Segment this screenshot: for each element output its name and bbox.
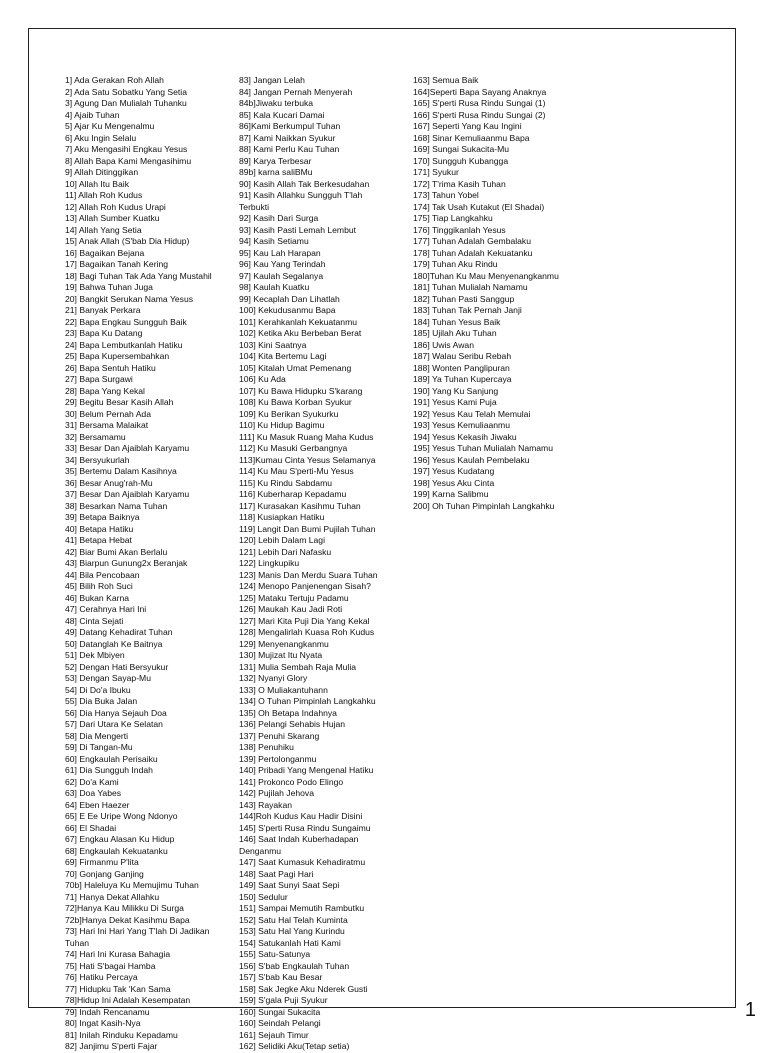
song-list-item: 185] Ujilah Aku Tuhan (413, 328, 497, 338)
song-list-item: 71] Hanya Dekat Allahku (65, 891, 160, 902)
song-list-item: 91] Kasih Allahku Sungguh T'lah (239, 190, 363, 200)
song-list-item: 46] Bukan Karna (65, 592, 130, 603)
song-list-item: 199] Karna Salibmu (413, 489, 489, 499)
song-list-item: 89b] karna saliBMu (239, 167, 313, 177)
song-list-item: 119] Langit Dan Bumi Pujilah Tuhan (239, 523, 376, 534)
song-list-item: 87] Kami Naikkan Syukur (239, 132, 336, 143)
song-list-column-1 (65, 75, 212, 1053)
song-list-item: 31] Bersama Malaikat (65, 420, 149, 430)
song-list-item: 157] S'bab Kau Besar (239, 972, 323, 982)
song-list-item: 110] Ku Hidup Bagimu (239, 420, 325, 430)
song-list-item: Denganmu (239, 845, 282, 856)
song-list-item: 42] Biar Bumi Akan Berlalu (65, 546, 168, 557)
song-list-item: 74] Hari Ini Kurasa Bahagia (65, 949, 171, 959)
song-list-item: 160] Seindah Pelangi (239, 1018, 321, 1028)
song-list-item: 48] Cinta Sejati (65, 615, 124, 626)
song-list-item: 183] Tuhan Tak Pernah Janji (413, 305, 522, 315)
song-list-item: 16] Bagaikan Bejana (65, 247, 145, 258)
song-list-item: 22] Bapa Engkau Sungguh Baik (65, 316, 187, 327)
song-list-item: 161] Sejauh Timur (239, 1029, 309, 1040)
song-list-item: 64] Eben Haezer (65, 799, 130, 810)
song-list-item: 32] Bersamamu (65, 431, 126, 442)
song-list-item: 57] Dari Utara Ke Selatan (65, 719, 163, 729)
song-list-item: 115] Ku Rindu Sabdamu (239, 477, 333, 488)
song-list-item: 163] Semua Baik (413, 75, 479, 85)
song-list-item: 107] Ku Bawa Hidupku S'karang (239, 385, 363, 396)
song-list-item: 36] Besar Anug'rah-Mu (65, 477, 153, 488)
song-list-item: 165] S'perti Rusa Rindu Sungai (1) (413, 98, 546, 108)
song-list-item: 40] Betapa Hatiku (65, 523, 134, 534)
song-list-item: 99] Kecaplah Dan Lihatlah (239, 293, 340, 304)
song-list-item: 83] Jangan Lelah (239, 75, 305, 85)
song-list-item: 11] Allah Roh Kudus (65, 190, 143, 200)
song-list-item: 38] Besarkan Nama Tuhan (65, 500, 168, 511)
song-list-item: 27] Bapa Surgawi (65, 374, 133, 384)
song-list-column-3 (413, 75, 559, 512)
song-list-item: 169] Sungai Sukacita-Mu (413, 144, 510, 154)
song-list-item: 2] Ada Satu Sobatku Yang Setia (65, 86, 187, 97)
song-list-item: 142] Pujilah Jehova (239, 788, 315, 798)
song-list-item: 179] Tuhan Aku Rindu (413, 259, 498, 269)
song-list-item: 97] Kaulah Segalanya (239, 270, 324, 281)
song-list-item: 122] Lingkupiku (239, 558, 300, 568)
song-list-item: 154] Satukanlah Hati Kami (239, 937, 341, 948)
song-list-item: 147] Saat Kumasuk Kehadiratmu (239, 857, 366, 867)
song-list-item: 174] Tak Usah Kutakut (El Shadai) (413, 201, 545, 212)
song-list-item: 189] Ya Tuhan Kupercaya (413, 374, 512, 384)
song-list-item: 182] Tuhan Pasti Sanggup (413, 293, 515, 304)
song-list-item: 66] El Shadai (65, 822, 117, 833)
song-list-item: 89] Karya Terbesar (239, 155, 312, 166)
song-list-item: 130] Mujizat Itu Nyata (239, 650, 323, 660)
song-list-item: 197] Yesus Kudatang (413, 466, 495, 476)
song-list-item: 120] Lebih Dalam Lagi (239, 535, 325, 545)
song-list-item: 58] Dia Mengerti (65, 730, 129, 741)
song-list-item: 127] Mari Kita Puji Dia Yang Kekal (239, 615, 370, 626)
song-list-item: 28] Bapa Yang Kekal (65, 385, 145, 396)
song-list-item: 94] Kasih Setiamu (239, 236, 309, 246)
song-list-item: 118] Kusiapkan Hatiku (239, 512, 325, 522)
song-list-item: 139] Pertolonganmu (239, 753, 317, 764)
song-list-item: 131] Mulia Sembah Raja Mulia (239, 661, 357, 672)
song-list-item: 52] Dengan Hati Bersyukur (65, 661, 169, 672)
song-list-item: 125] Mataku Tertuju Padamu (239, 592, 349, 603)
song-list-item: 37] Besar Dan Ajaiblah Karyamu (65, 489, 190, 499)
song-list-item: 15] Anak Allah (S'bab Dia Hidup) (65, 236, 190, 246)
song-list-item: 178] Tuhan Adalah Kekuatanku (413, 247, 533, 258)
song-list-item: 151] Sampai Memutih Rambutku (239, 903, 365, 913)
song-list-item: 26] Bapa Sentuh Hatiku (65, 362, 156, 373)
song-list-item: 77] Hidupku Tak 'Kan Sama (65, 983, 171, 994)
song-list-item: 112] Ku Masuki Gerbangnya (239, 443, 348, 453)
song-list-item: 145] S'perti Rusa Rindu Sungaimu (239, 822, 371, 833)
song-list-item: 76] Hatiku Percaya (65, 972, 138, 982)
song-list-item: 113]Kumau Cinta Yesus Selamanya (239, 454, 376, 465)
song-list-item: 5] Ajar Ku Mengenalmu (65, 121, 155, 131)
song-list-item: 177] Tuhan Adalah Gembalaku (413, 236, 532, 246)
song-list-item: 137] Penuhi Skarang (239, 730, 320, 741)
song-list-item: 69] Firmanmu P'lita (65, 857, 139, 867)
song-list-item: 1] Ada Gerakan Roh Allah (65, 75, 164, 85)
song-list-item: 54] Di Do'a Ibuku (65, 684, 131, 695)
song-list-item: 133] O Muliakantuhann (239, 684, 328, 695)
song-list-item: 155] Satu-Satunya (239, 949, 311, 959)
song-list-item: 53] Dengan Sayap-Mu (65, 673, 151, 683)
song-list-item: 116] Kuberharap Kepadamu (239, 489, 347, 499)
song-list-item: 63] Doa Yabes (65, 788, 122, 798)
song-list-item: 195] Yesus Tuhan Mulialah Namamu (413, 443, 553, 453)
song-list-item: 141] Prokonco Podo Elingo (239, 776, 344, 787)
song-list-item: 128] Mengalirlah Kuasa Roh Kudus (239, 627, 375, 637)
song-list-item: 95] Kau Lah Harapan (239, 247, 321, 258)
song-list-item: 192] Yesus Kau Telah Memulai (413, 408, 531, 419)
song-list-item: 34] Bersyukurlah (65, 454, 130, 465)
song-list-item: 104] Kita Bertemu Lagi (239, 351, 327, 361)
song-list-item: 167] Seperti Yang Kau Ingini (413, 121, 522, 131)
song-list-item: 98] Kaulah Kuatku (239, 282, 310, 292)
song-list-item: 6] Aku Ingin Selalu (65, 132, 137, 143)
song-list-item: 105] Kitalah Umat Pemenang (239, 362, 352, 373)
song-list-item: 51] Dek Mbiyen (65, 650, 125, 660)
song-list-item: 180]Tuhan Ku Mau Menyenangkanmu (413, 270, 559, 281)
song-list-item: 70] Gonjang Ganjing (65, 868, 144, 879)
song-list-item: 44] Bila Pencobaan (65, 569, 140, 580)
song-list-item: 198] Yesus Aku Cinta (413, 477, 495, 488)
song-list-item: 168] Sinar Kemuliaanmu Bapa (413, 132, 530, 143)
song-list-item: 170] Sungguh Kubangga (413, 155, 509, 166)
song-list-item: 153] Satu Hal Yang Kurindu (239, 926, 345, 936)
song-list-item: 124] Menopo Panjenengan Sisah? (239, 581, 371, 591)
song-list-item: 72]Hanya Kau Milikku Di Surga (65, 903, 184, 913)
song-list-item: 196] Yesus Kaulah Pembelaku (413, 454, 530, 465)
song-list-item: 45] Bilih Roh Suci (65, 581, 133, 591)
song-list-item: 190] Yang Ku Sanjung (413, 385, 499, 396)
song-list-item: 12] Allah Roh Kudus Urapi (65, 201, 166, 212)
song-list-item: 41] Betapa Hebat (65, 535, 132, 545)
song-list-item: 100] Kekudusanmu Bapa (239, 305, 336, 315)
song-list-item: 121] Lebih Dari Nafasku (239, 546, 332, 557)
song-list-item: 146] Saat Indah Kuberhadapan (239, 834, 359, 844)
song-list-item: 55] Dia Buka Jalan (65, 696, 138, 706)
song-list-item: 78]Hidup Ini Adalah Kesempatan (65, 995, 191, 1005)
song-list-item: 132] Nyanyi Glory (239, 673, 308, 683)
song-list-item: 19] Bahwa Tuhan Juga (65, 282, 153, 292)
song-list-item: 17] Bagaikan Tanah Kering (65, 259, 169, 269)
song-list-item: 7] Aku Mengasihi Engkau Yesus (65, 144, 188, 154)
song-list-item: 117] Kurasakan Kasihmu Tuhan (239, 500, 361, 511)
song-list-item: 186] Uwis Awan (413, 339, 474, 350)
song-list-item: 18] Bagi Tuhan Tak Ada Yang Mustahil (65, 270, 212, 281)
song-list-item: 72b]Hanya Dekat Kasihmu Bapa (65, 914, 190, 925)
song-list-item: 33] Besar Dan Ajaiblah Karyamu (65, 443, 190, 453)
song-list-item: 35] Bertemu Dalam Kasihnya (65, 466, 177, 476)
song-list-item: 136] Pelangi Sehabis Hujan (239, 719, 346, 729)
song-list-item: 82] Janjimu S'perti Fajar (65, 1041, 158, 1051)
song-list-item: 43] Biarpun Gunung2x Beranjak (65, 558, 188, 568)
song-list-item: 109] Ku Berikan Syukurku (239, 408, 339, 419)
song-list-item: 135] Oh Betapa Indahnya (239, 707, 337, 718)
song-list-item: Tuhan (65, 937, 90, 948)
song-list-item: 62] Do'a Kami (65, 776, 119, 787)
song-list-item: 14] Allah Yang Setia (65, 224, 142, 235)
song-list-item: 13] Allah Sumber Kuatku (65, 213, 160, 223)
song-list-item: 101] Kerahkanlah Kekuatanmu (239, 316, 358, 327)
song-list-item: 96] Kau Yang Terindah (239, 259, 326, 269)
song-list-item: 29] Begitu Besar Kasih Allah (65, 397, 174, 407)
song-list-item: 67] Engkau Alasan Ku Hidup (65, 834, 175, 844)
song-list-item: 200] Oh Tuhan Pimpinlah Langkahku (413, 500, 555, 511)
song-list-item: 187] Walau Seribu Rebah (413, 351, 512, 361)
song-list-item: 61] Dia Sungguh Indah (65, 765, 153, 775)
song-list-item: 144]Roh Kudus Kau Hadir Disini (239, 811, 363, 821)
song-list-item: 47] Cerahnya Hari Ini (65, 604, 147, 614)
song-list-item: 85] Kala Kucari Damai (239, 109, 325, 120)
song-list-item: 193] Yesus Kemuliaanmu (413, 420, 510, 430)
song-list-item: 73] Hari Ini Hari Yang T'lah Di Jadikan (65, 926, 210, 936)
song-list-item: 10] Allah Itu Baik (65, 178, 130, 189)
song-list-item: 134] O Tuhan Pimpinlah Langkahku (239, 696, 376, 706)
song-list-item: 138] Penuhiku (239, 742, 294, 752)
song-list-item: 149] Saat Sunyi Saat Sepi (239, 880, 340, 890)
song-list-item: 59] Di Tangan-Mu (65, 742, 133, 752)
song-list-item: 171] Syukur (413, 167, 459, 177)
song-list-item: 49] Datang Kehadirat Tuhan (65, 627, 173, 637)
song-list-item: 75] Hati S'bagai Hamba (65, 960, 156, 971)
song-list-item: 24] Bapa Lembutkanlah Hatiku (65, 339, 183, 350)
song-list-item: 123] Manis Dan Merdu Suara Tuhan (239, 569, 378, 580)
song-list-item: 84] Jangan Pernah Menyerah (239, 86, 353, 97)
song-list-item: 50] Datanglah Ke Baitnya (65, 638, 163, 649)
song-list-item: 184] Tuhan Yesus Baik (413, 316, 501, 327)
song-list-item: 156] S'bab Engkaulah Tuhan (239, 960, 350, 971)
song-list-item: 140] Pribadi Yang Mengenal Hatiku (239, 765, 374, 775)
song-list-item: 103] Kini Saatnya (239, 339, 307, 350)
song-list-item: 90] Kasih Allah Tak Berkesudahan (239, 178, 370, 189)
song-list-item: 108] Ku Bawa Korban Syukur (239, 397, 352, 407)
song-list-item: 172] T'rima Kasih Tuhan (413, 178, 506, 189)
song-list-item: 20] Bangkit Serukan Nama Yesus (65, 293, 194, 304)
song-list-item: 30] Belum Pernah Ada (65, 408, 151, 419)
song-list-item: 126] Maukah Kau Jadi Roti (239, 604, 343, 614)
song-list-item: 173] Tahun Yobel (413, 190, 479, 200)
song-list-item: 21] Banyak Perkara (65, 305, 141, 315)
song-list-item: 191] Yesus Kami Puja (413, 397, 497, 407)
song-list-item: 9] Allah Ditinggikan (65, 167, 139, 177)
song-list-item: 160] Sungai Sukacita (239, 1006, 321, 1017)
song-list-item: 175] Tiap Langkahku (413, 213, 493, 223)
song-list-item: 79] Indah Rencanamu (65, 1006, 150, 1017)
song-list-item: 80] Ingat Kasih-Nya (65, 1018, 141, 1028)
song-list-item: 60] Engkaulah Perisaiku (65, 753, 158, 764)
song-list-item: 56] Dia Hanya Sejauh Doa (65, 707, 167, 718)
song-list-item: 158] Sak Jegke Aku Nderek Gusti (239, 983, 368, 994)
song-list-item: 143] Rayakan (239, 799, 293, 810)
song-list-column-2 (239, 75, 378, 1053)
song-list-item: 114] Ku Mau S'perti-Mu Yesus (239, 466, 354, 476)
song-list-item: 39] Betapa Baiknya (65, 512, 140, 522)
song-list-item: 68] Engkaulah Kekuatanku (65, 845, 168, 856)
song-list-item: 111] Ku Masuk Ruang Maha Kudus (239, 431, 374, 442)
page-number: 1 (744, 999, 756, 1021)
song-list-item: 65] E Ee Uripe Wong Ndonyo (65, 811, 178, 821)
song-list-item: 181] Tuhan Mulialah Namamu (413, 282, 528, 292)
song-list-item: 92] Kasih Dari Surga (239, 213, 319, 223)
song-list-item: 84b]Jiwaku terbuka (239, 98, 314, 108)
song-list-item: 162] Selidiki Aku(Tetap setia) (239, 1041, 350, 1051)
song-list-item: 106] Ku Ada (239, 374, 286, 384)
page-frame (28, 28, 736, 1051)
song-list-item: 164]Seperti Bapa Sayang Anaknya (413, 86, 547, 97)
song-list-item: 70b] Haleluya Ku Memujimu Tuhan (65, 880, 199, 890)
song-list-item: 148] Saat Pagi Hari (239, 868, 314, 879)
song-list-item: 4] Ajaib Tuhan (65, 109, 120, 120)
song-list-item: 152] Satu Hal Telah Kuminta (239, 914, 348, 925)
song-list-item: 81] Inilah Rinduku Kepadamu (65, 1029, 178, 1040)
song-list-item: 8] Allah Bapa Kami Mengasihimu (65, 155, 192, 166)
song-list-item: 93] Kasih Pasti Lemah Lembut (239, 224, 357, 235)
song-list-item: 166] S'perti Rusa Rindu Sungai (2) (413, 109, 546, 120)
song-list-item: Terbukti (239, 201, 270, 212)
song-list-item: 159] S'gala Puji Syukur (239, 995, 328, 1005)
song-list-item: 176] Tinggikanlah Yesus (413, 224, 506, 235)
song-list-item: 102] Ketika Aku Berbeban Berat (239, 328, 362, 338)
song-list-item: 25] Bapa Kupersembahkan (65, 351, 170, 361)
song-list-item: 188] Wonten Panglipuran (413, 362, 510, 373)
song-list-item: 88] Kami Perlu Kau Tuhan (239, 144, 340, 154)
song-list-item: 129] Menyenangkanmu (239, 638, 329, 649)
song-list-item: 3] Agung Dan Mulialah Tuhanku (65, 98, 187, 108)
song-list-item: 194] Yesus Kekasih Jiwaku (413, 431, 517, 442)
song-list-item: 86]Kami Berkumpul Tuhan (239, 121, 341, 131)
song-list-item: 23] Bapa Ku Datang (65, 328, 143, 338)
song-list-item: 150] Sedulur (239, 891, 288, 902)
